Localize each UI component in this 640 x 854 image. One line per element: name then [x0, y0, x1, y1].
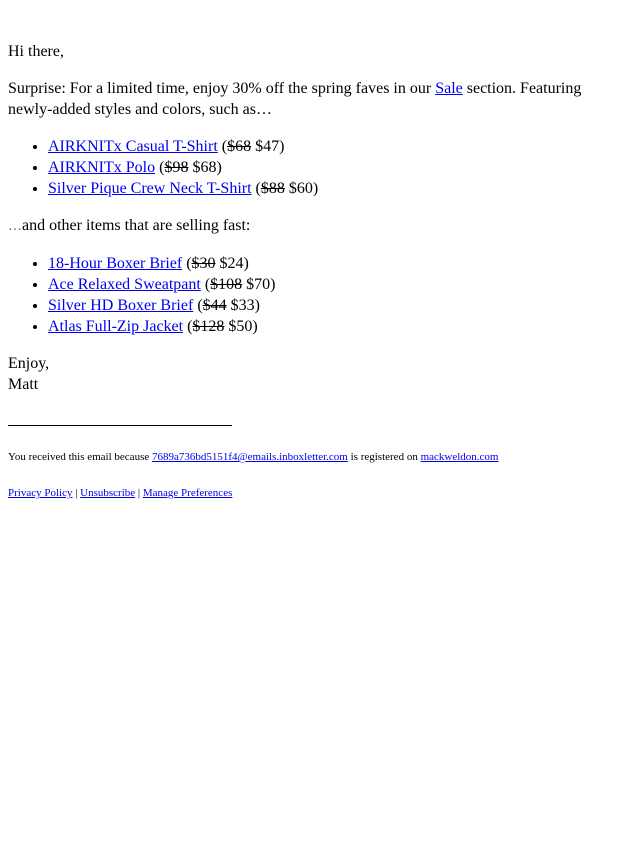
- sale-link[interactable]: Sale: [435, 80, 463, 97]
- footer-reason: [8, 450, 498, 464]
- fast-items-list: [8, 253, 628, 337]
- manage-preferences-link[interactable]: Manage Preferences: [142, 487, 233, 499]
- fast-sellers-text: and other items that are selling fast:: [22, 217, 251, 234]
- list-item: • Ace Relaxed Sweatpant ($108 $70): [48, 274, 628, 295]
- footer-reason-middle: is registered on: [347, 451, 421, 463]
- ellipsis: …: [8, 219, 22, 234]
- old-price: $108: [210, 276, 243, 293]
- old-price: $44: [202, 297, 227, 314]
- new-price: $47: [255, 138, 280, 155]
- product-link-silver-pique-crew-neck[interactable]: Silver Pique Crew Neck T-Shirt: [48, 180, 252, 197]
- footer-divider: [8, 425, 232, 426]
- old-price: $88: [260, 180, 285, 197]
- new-price: $68: [192, 159, 217, 176]
- product-link-ace-relaxed-sweatpant[interactable]: Ace Relaxed Sweatpant: [48, 276, 201, 293]
- list-item: • Atlas Full-Zip Jacket ($128 $50): [48, 316, 628, 337]
- footer-site-link[interactable]: mackweldon.com: [420, 451, 499, 463]
- old-price: $98: [164, 159, 189, 176]
- list-item: • Silver HD Boxer Brief ($44 $33): [48, 295, 628, 316]
- product-link-airknitx-polo[interactable]: AIRKNITx Polo: [48, 159, 156, 176]
- footer-separator: |: [72, 487, 81, 499]
- list-item: • AIRKNITx Casual T-Shirt ($68 $47): [48, 136, 628, 157]
- product-link-18-hour-boxer-brief[interactable]: 18-Hour Boxer Brief: [48, 255, 183, 272]
- fast-sellers-intro: [8, 215, 628, 237]
- new-price: $60: [288, 180, 313, 197]
- intro-paragraph: [8, 78, 628, 120]
- signoff-name: Matt: [8, 376, 39, 393]
- greeting: Hi there,: [8, 43, 64, 60]
- old-price: $128: [192, 318, 225, 335]
- product-link-atlas-full-zip-jacket[interactable]: Atlas Full-Zip Jacket: [48, 318, 184, 335]
- footer-email-link[interactable]: 7689a736bd5151f4@emails.inboxletter.com: [151, 451, 348, 463]
- signoff-line-1: Enjoy,: [8, 355, 50, 372]
- footer-separator: |: [135, 487, 143, 499]
- featured-items-list: [8, 136, 628, 199]
- list-item: • 18-Hour Boxer Brief ($30 $24): [48, 253, 628, 274]
- list-item: • Silver Pique Crew Neck T-Shirt ($88 $60): [48, 178, 628, 199]
- signoff: [8, 353, 628, 395]
- unsubscribe-link[interactable]: Unsubscribe: [80, 487, 136, 499]
- new-price: $24: [219, 255, 244, 272]
- product-link-airknitx-casual-tshirt[interactable]: AIRKNITx Casual T-Shirt: [48, 138, 218, 155]
- list-item: • AIRKNITx Polo ($98 $68): [48, 157, 628, 178]
- new-price: $70: [246, 276, 271, 293]
- product-link-silver-hd-boxer-brief[interactable]: Silver HD Boxer Brief: [48, 297, 194, 314]
- footer-links: [8, 486, 232, 500]
- new-price: $33: [230, 297, 255, 314]
- privacy-policy-link[interactable]: Privacy Policy: [8, 487, 73, 499]
- intro-text-after: section. Featuring newly-added styles and colors, such as…: [8, 80, 582, 118]
- email-body: [8, 41, 628, 499]
- old-price: $68: [227, 138, 252, 155]
- old-price: $30: [191, 255, 216, 272]
- footer-reason-text: You received this email because: [8, 451, 152, 463]
- intro-text-before: Surprise: For a limited time, enjoy 30% off the spring faves in our: [8, 80, 436, 97]
- new-price: $50: [228, 318, 253, 335]
